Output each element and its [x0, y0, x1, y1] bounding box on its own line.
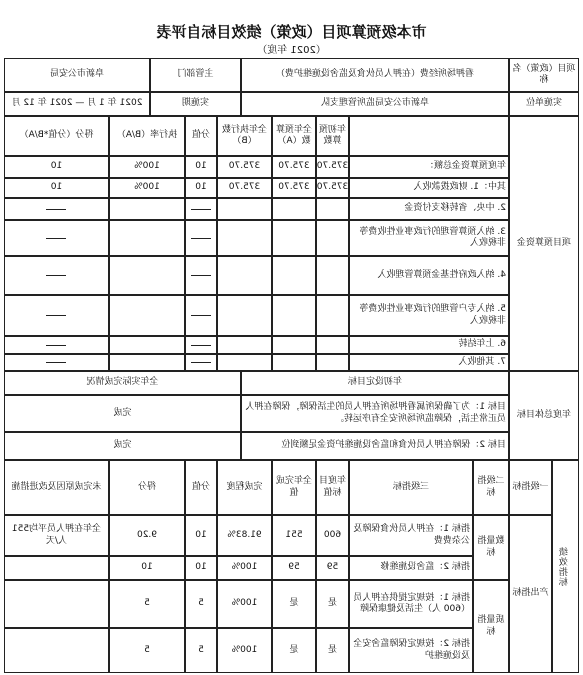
perf-l1-output: 产出指标: [509, 515, 552, 673]
budget-cell-score: 10: [185, 178, 217, 198]
dash-mark: [47, 238, 67, 239]
perf-header-target: 年度目标值: [316, 460, 349, 515]
perf-header-score: 分值: [185, 460, 217, 515]
budget-item-header: [349, 116, 509, 156]
budget-row-label: 6. 上年结转: [349, 336, 509, 354]
budget-cell-score: [185, 256, 217, 295]
budget-row-label: 5. 纳入专户管理的行政事业性收费等非税收入: [349, 295, 509, 336]
budget-cell-rate: [109, 220, 185, 256]
perf-header-reason: 未完成原因及改进措施: [4, 460, 109, 515]
perf-section-label: [552, 460, 579, 673]
budget-cell-full: [272, 256, 316, 295]
budget-cell-exec: [217, 354, 272, 371]
budget-cell-full: 375.70: [272, 178, 316, 198]
budget-cell-score: [185, 220, 217, 256]
dash-mark: [191, 362, 211, 363]
budget-cell-exec: 375.70: [217, 156, 272, 178]
perf-header-degree: 完成程度: [217, 460, 272, 515]
budget-cell-annual: [316, 354, 349, 371]
budget-cell-rate: [109, 256, 185, 295]
budget-cell-exec: [217, 198, 272, 220]
perf-row-degree: 91.83%: [217, 515, 272, 556]
budget-cell-annual: [316, 295, 349, 336]
budget-cell-score: 10: [185, 156, 217, 178]
budget-cell-rate: [109, 354, 185, 371]
budget-row-label: 2. 中央、省转移支付资金: [349, 198, 509, 220]
budget-cell-points: [4, 295, 109, 336]
budget-row-label: 其中：1. 财政拨款收入: [349, 178, 509, 198]
dash-mark: [191, 275, 211, 276]
budget-cell-points: [4, 220, 109, 256]
perf-row-actual: 是: [272, 580, 316, 628]
perf-header-actual: 全年完成值: [272, 460, 316, 515]
perf-row-degree: 100%: [217, 580, 272, 628]
perf-row-l3: 指标 1：在押人员伙食保障及公杂费费: [349, 515, 473, 556]
header-points: 得分（分值*B/A）: [4, 116, 109, 156]
budget-cell-exec: [217, 295, 272, 336]
budget-cell-rate: [109, 198, 185, 220]
budget-cell-full: [272, 198, 316, 220]
budget-cell-exec: [217, 220, 272, 256]
perf-row-l3: 指标 2：按规定保障监舍安全及设施维护: [349, 628, 473, 673]
dash-mark: [191, 345, 211, 346]
dash-mark: [191, 315, 211, 316]
perf-row-score: 10: [185, 515, 217, 556]
goal-1: 目标 1：为了确保所属看押场所在押人员的生活保障，保障在押人员正常生活，保障监所场所安全有序运转。: [241, 395, 509, 432]
budget-cell-exec: [217, 256, 272, 295]
perf-row-degree: 100%: [217, 556, 272, 580]
impl-unit-label: 实施单位: [509, 92, 579, 116]
budget-cell-points: [4, 198, 109, 220]
perf-row-l3: 指标 1：按规定提供在押人员（600 人）生活及健康保障: [349, 580, 473, 628]
perf-row-points: 5: [109, 580, 185, 628]
perf-row-points: 5: [109, 628, 185, 673]
header-score: 分值: [185, 116, 217, 156]
perf-row-reason: [4, 628, 109, 673]
goal-1-done: 完成: [4, 395, 241, 432]
budget-cell-rate: [109, 336, 185, 354]
perf-row-points: 10: [109, 556, 185, 580]
period-value: 2021 年 1 月 — 2021 年 12 月: [4, 92, 150, 116]
perf-header-points: 得分: [109, 460, 185, 515]
budget-cell-points: 10: [4, 178, 109, 198]
perf-row-score: 5: [185, 628, 217, 673]
budget-cell-annual: [316, 220, 349, 256]
perf-row-target: 是: [316, 628, 349, 673]
header-exec: 全年执行数（B）: [217, 116, 272, 156]
budget-cell-exec: 375.70: [217, 178, 272, 198]
perf-row-score: 5: [185, 580, 217, 628]
page-title: 市本级预算项目（政策）绩效目标自评表: [156, 23, 427, 41]
budget-cell-full: [272, 336, 316, 354]
budget-row-label: 7. 其他收入: [349, 354, 509, 371]
budget-cell-annual: [316, 198, 349, 220]
project-name-label: 项目（政策）名称: [509, 58, 579, 92]
budget-cell-annual: [316, 336, 349, 354]
budget-cell-points: [4, 354, 109, 371]
dash-mark: [47, 209, 67, 210]
dept-label: 主管部门: [150, 58, 241, 92]
budget-cell-score: [185, 198, 217, 220]
budget-cell-rate: 100%: [109, 178, 185, 198]
perf-row-actual: 59: [272, 556, 316, 580]
dash-mark: [47, 315, 67, 316]
perf-row-l3: 指标 2：监舍设施维修: [349, 556, 473, 580]
goals-done-header: 全年实际完成情况: [4, 371, 241, 395]
perf-row-score: 10: [185, 556, 217, 580]
perf-header-l2: 二级指标: [473, 460, 509, 515]
header-rate: 执行率（B/A）: [109, 116, 185, 156]
budget-row-label: 年度预算资金总额：: [349, 156, 509, 178]
impl-unit: 阜新市公安局监所管理支队: [241, 92, 509, 116]
budget-cell-rate: 100%: [109, 156, 185, 178]
budget-cell-full: [272, 220, 316, 256]
perf-row-reason: 全年在押人员平均551 人/天: [4, 515, 109, 556]
budget-cell-full: [272, 354, 316, 371]
header-annual: 年初预算数: [316, 116, 349, 156]
budget-section-label: 项目预算资金: [509, 116, 579, 371]
goal-2: 目标 2：保障在押人员伙食和监舍设施维护资金足额到位: [241, 432, 509, 460]
perf-row-points: 9.20: [109, 515, 185, 556]
perf-row-target: 600: [316, 515, 349, 556]
goal-2-done: 完成: [4, 432, 241, 460]
period-label: 实施期: [150, 92, 241, 116]
budget-cell-annual: 375.70: [316, 178, 349, 198]
budget-cell-full: 375.70: [272, 156, 316, 178]
page-year: （2021 年度）: [257, 45, 326, 56]
dash-mark: [47, 275, 67, 276]
perf-l2-quantity: 数量指标: [473, 515, 509, 580]
budget-cell-exec: [217, 336, 272, 354]
dash-mark: [47, 345, 67, 346]
dept-value: 阜新市公安局: [4, 58, 150, 92]
dash-mark: [191, 209, 211, 210]
perf-row-actual: 是: [272, 628, 316, 673]
dash-mark: [191, 238, 211, 239]
perf-l2-quality: 质量指标: [473, 580, 509, 673]
budget-cell-score: [185, 354, 217, 371]
perf-section-text: 绩效指标: [559, 546, 570, 587]
budget-cell-score: [185, 336, 217, 354]
perf-row-reason: [4, 580, 109, 628]
goals-section-label: 年度总体目标: [509, 371, 579, 460]
project-name: 看押场所经费（在押人员伙食及监舍设施维护费）: [241, 58, 509, 92]
perf-row-target: 59: [316, 556, 349, 580]
dash-mark: [47, 362, 67, 363]
evaluation-table: [4, 58, 579, 673]
budget-cell-full: [272, 295, 316, 336]
budget-row-label: 3. 纳入预算管理的行政事业性收费等非税收入: [349, 220, 509, 256]
perf-row-degree: 100%: [217, 628, 272, 673]
budget-cell-annual: [316, 256, 349, 295]
perf-header-l1: 一级指标: [509, 460, 552, 515]
budget-cell-points: 10: [4, 156, 109, 178]
budget-cell-rate: [109, 295, 185, 336]
perf-row-target: 是: [316, 580, 349, 628]
budget-cell-annual: 375.70: [316, 156, 349, 178]
perf-header-l3: 三级指标: [349, 460, 473, 515]
perf-row-actual: 551: [272, 515, 316, 556]
budget-cell-score: [185, 295, 217, 336]
goals-set-header: 年初设定目标: [241, 371, 509, 395]
header-full: 全年预算数（A）: [272, 116, 316, 156]
budget-cell-points: [4, 256, 109, 295]
perf-row-reason: [4, 556, 109, 580]
budget-cell-points: [4, 336, 109, 354]
budget-row-label: 4. 纳入政府性基金预算管理收入: [349, 256, 509, 295]
